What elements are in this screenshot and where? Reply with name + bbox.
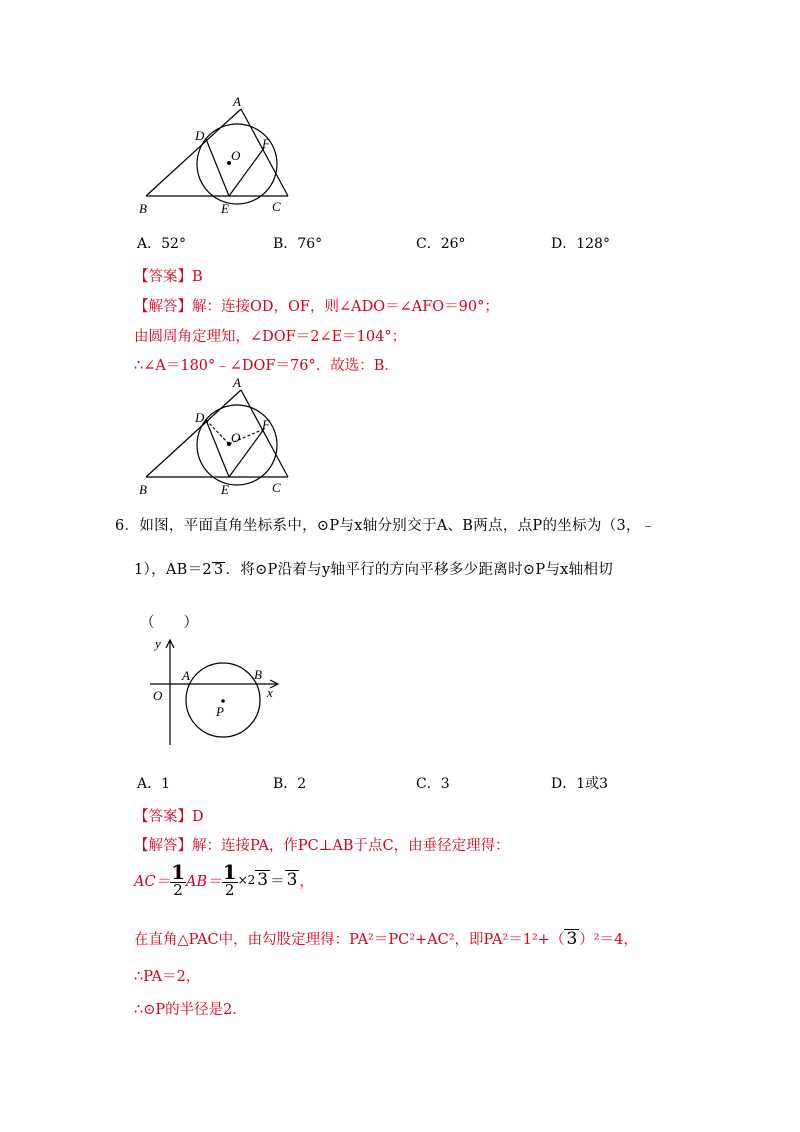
point-B-label: B	[254, 667, 262, 682]
label-A: A	[233, 376, 241, 390]
q5-option-d: D．128°	[551, 236, 610, 252]
q6-pa-result: ∴PA＝2，	[134, 969, 201, 985]
q6-pythagoras: 在直角△PAC中，由勾股定理得：PA²＝PC²+AC²，即PA²＝1²+（ 3 ）²＝4，	[134, 929, 638, 949]
triangle-incircle-figure-2	[136, 376, 296, 498]
q5-solution-line1: 【解答】解：连接OD，OF，则∠ADO＝∠AFO＝90°；	[134, 299, 499, 315]
q5-option-a: A．52°	[137, 236, 186, 252]
q6-option-d: D．1或3	[551, 776, 609, 792]
q6-solution-line1: 【解答】解：连接PA，作PC⊥AB于点C，由垂径定理得：	[134, 838, 510, 854]
sqrt-3: 3	[566, 929, 578, 949]
sqrt-3: 3	[213, 562, 224, 578]
axis-x-label: x	[267, 685, 273, 700]
label-O: O	[231, 148, 241, 163]
fraction-half: $\frac{1}{2}$	[171, 860, 185, 899]
label-B: B	[139, 201, 147, 216]
fraction-half-2: $\frac{1}{2}$	[222, 860, 237, 899]
q6-paren: （ ）	[140, 615, 198, 631]
label-F: F	[262, 136, 270, 151]
q6-option-c: C．3	[416, 776, 450, 792]
label-D: D	[195, 128, 205, 143]
q5-option-b: B．76°	[273, 236, 323, 252]
label-C: C	[272, 480, 281, 495]
q5-solution-line2: 由圆周角定理知，∠DOF＝2∠E＝104°；	[134, 329, 407, 345]
point-P-label: P	[216, 704, 224, 719]
q6-option-b: B．2	[273, 776, 307, 792]
label-F: F	[262, 417, 270, 432]
q6-stem-line2: 1），AB＝2 3 ．将⊙P沿着与y轴平行的方向平移多少距离时⊙P与x轴相切	[134, 562, 614, 578]
label-A: A	[233, 94, 241, 109]
label-E: E	[221, 482, 229, 497]
label-E: E	[221, 201, 229, 216]
label-O: O	[231, 430, 241, 445]
axis-y-label: y	[155, 636, 161, 651]
q6-option-a: A．1	[137, 776, 171, 792]
q6-stem-line1: 6．如图，平面直角坐标系中，⊙P与x轴分别交于A、B两点，点P的坐标为（3，﹣	[115, 518, 656, 534]
q6-answer: 【答案】D	[134, 809, 204, 825]
label-B: B	[139, 482, 147, 497]
label-D: D	[195, 410, 205, 425]
label-C: C	[272, 199, 281, 214]
sqrt-3: 3	[257, 870, 269, 891]
q5-solution-line3: ∴∠A＝180°﹣∠DOF＝76°．故选：B．	[134, 358, 399, 374]
q6-radius-result: ∴⊙P的半径是2．	[134, 1002, 247, 1018]
triangle-incircle-figure-1	[136, 92, 296, 217]
sqrt-3: 3	[286, 870, 298, 891]
origin-label: O	[153, 688, 163, 703]
point-A-label: A	[182, 668, 190, 683]
q6-ac-equation: AC＝ $\frac{1}{2}$ AB＝ $\frac{1}{2}$ ×2 3 ＝ 3 ，	[134, 860, 314, 899]
q5-option-c: C．26°	[416, 236, 466, 252]
q5-answer: 【答案】B	[134, 269, 203, 285]
coordinate-circle-figure	[148, 630, 288, 750]
